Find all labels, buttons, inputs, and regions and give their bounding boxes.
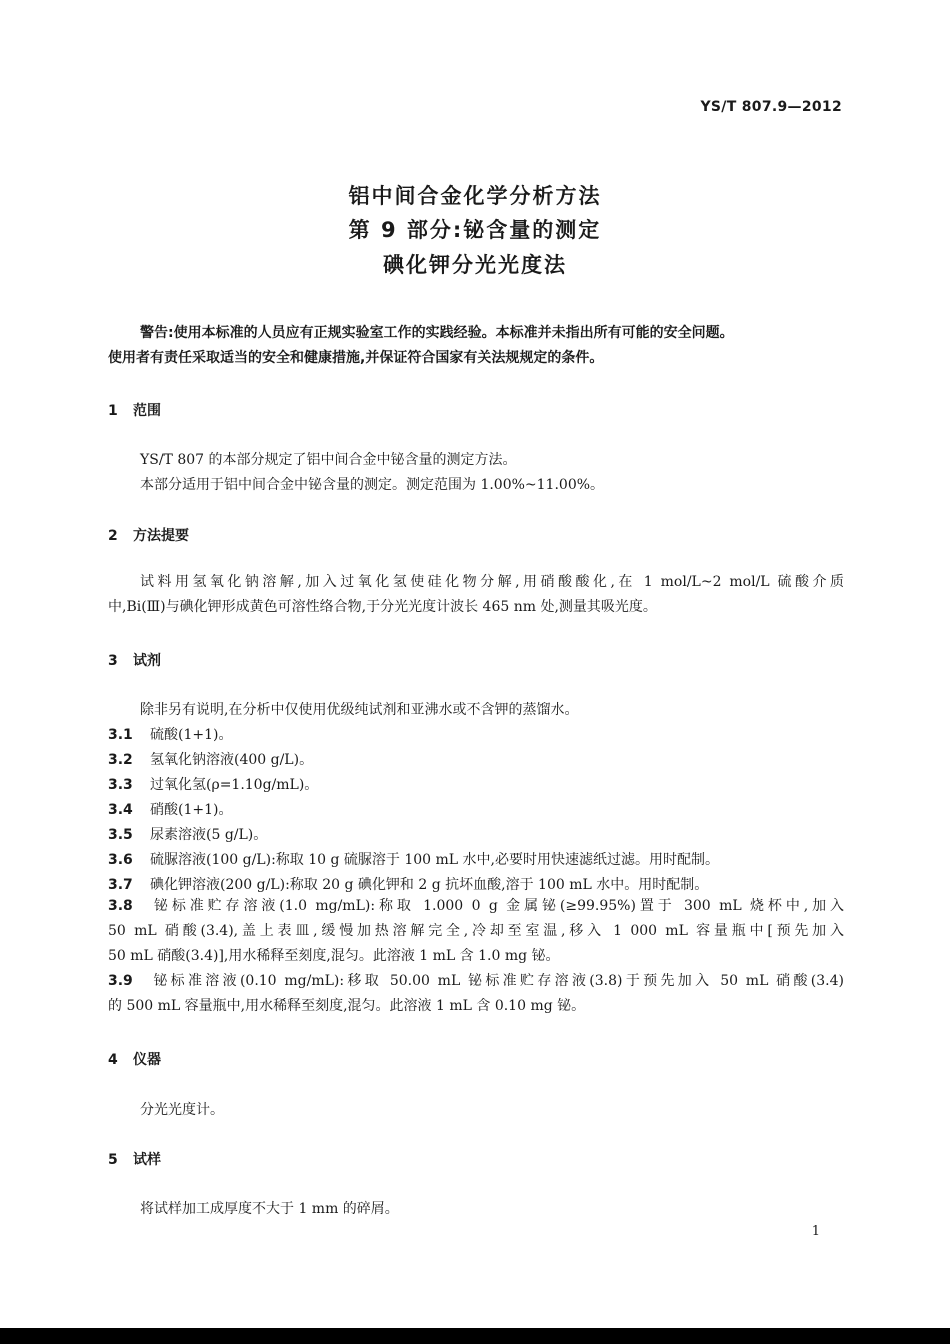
section-1-para-2: 本部分适用于铝中间合金中铋含量的测定。测定范围为 1.00%~11.00%。 [140,477,605,493]
item-number: 3.3 [108,777,133,793]
item-text: 硫脲溶液(100 g/L):称取 10 g 硫脲溶于 100 mL 水中,必要时用快速滤纸过滤。用时配制。 [150,852,720,868]
item-text: 氢氧化钠溶液(400 g/L)。 [150,752,314,768]
section-4-para-1: 分光光度计。 [140,1102,224,1118]
item-text: 尿素溶液(5 g/L)。 [150,827,268,843]
reagent-item-3-2 [108,749,313,769]
section-number: 3 [108,653,118,669]
section-2-heading [108,525,189,545]
section-5-heading [108,1149,161,1169]
item-number: 3.4 [108,802,133,818]
title-line-3: 碘化钾分光光度法 [383,253,567,277]
reagent-item-3-3 [108,774,318,794]
reagent-item-3-1 [108,724,232,744]
section-1-para-1: YS/T 807 的本部分规定了铝中间合金中铋含量的测定方法。 [140,452,517,468]
item-text: 过氧化氢(ρ=1.10g/mL)。 [150,777,319,793]
warning-line-1: 警告:使用本标准的人员应有正规实验室工作的实践经验。本标准并未指出所有可能的安全问题。 [140,325,734,341]
item-text: 硝酸(1+1)。 [150,802,233,818]
section-number: 2 [108,528,118,544]
section-3-intro: 除非另有说明,在分析中仅使用优级纯试剂和亚沸水或不含钾的蒸馏水。 [140,702,579,718]
item-text: 碘化钾溶液(200 g/L):称取 20 g 碘化钾和 2 g 抗坏血酸,溶于 100 mL 水中。用时配制。 [150,877,709,893]
item-number: 3.7 [108,877,133,893]
item-3-8-line-1 [108,894,844,919]
item-number: 3.2 [108,752,133,768]
reagent-item-3-6 [108,849,719,869]
reagent-item-3-5 [108,824,267,844]
item-text: 铋标准贮存溶液(1.0 mg/mL):称取 1.000 0 g 金属铋(≥99.95%)置于 300 mL 烧杯中,加入 [150,898,844,914]
page-number: 1 [811,1224,820,1239]
warning-line-2: 使用者有责任采取适当的安全和健康措施,并保证符合国家有关法规规定的条件。 [108,350,604,366]
title-line-1: 铝中间合金化学分析方法 [348,184,602,208]
section-5-para-1: 将试样加工成厚度不大于 1 mm 的碎屑。 [140,1201,399,1217]
bottom-edge-bar [0,1328,950,1344]
item-number: 3.6 [108,852,133,868]
section-number: 1 [108,403,118,419]
section-1-heading [108,400,161,420]
section-title: 试样 [133,1152,161,1168]
item-3-9-line-1 [108,969,844,994]
title-line-2: 第 9 部分:铋含量的测定 [348,218,602,242]
item-number: 3.9 [108,973,133,989]
item-text: 铋标准溶液(0.10 mg/mL):移取 50.00 mL 铋标准贮存溶液(3.8)于预先加入 50 mL 硝酸(3.4) [150,973,844,989]
item-number: 3.5 [108,827,133,843]
reagent-item-3-4 [108,799,232,819]
item-3-8-line-3: 50 mL 硝酸(3.4)],用水稀释至刻度,混匀。此溶液 1 mL 含 1.0 mg 铋。 [108,948,560,964]
reagent-item-3-8 [108,894,844,969]
section-title: 仪器 [133,1052,161,1068]
item-number: 3.8 [108,898,133,914]
section-3-heading [108,650,161,670]
item-3-9-line-2: 的 500 mL 容量瓶中,用水稀释至刻度,混匀。此溶液 1 mL 含 0.10 mg 铋。 [108,998,586,1014]
section-2-line-1: 试料用氢氧化钠溶解,加入过氧化氢使硅化物分解,用硝酸酸化,在 1 mol/L~2 mol/L 硫酸介质 [140,574,844,590]
section-2-paragraph [108,570,844,620]
section-title: 试剂 [133,653,161,669]
item-number: 3.1 [108,727,133,743]
section-number: 5 [108,1152,118,1168]
reagent-item-3-9 [108,969,844,1019]
warning-paragraph [108,321,844,371]
section-4-heading [108,1049,161,1069]
item-3-8-line-2: 50 mL 硝酸(3.4),盖上表皿,缓慢加热溶解完全,冷却至室温,移入 1 000 mL 容量瓶中[预先加入 [108,923,844,939]
section-title: 方法提要 [133,528,189,544]
item-text: 硫酸(1+1)。 [150,727,233,743]
section-2-line-2: 中,Bi(Ⅲ)与碘化钾形成黄色可溶性络合物,于分光光度计波长 465 nm 处,测量其吸光度。 [108,599,657,615]
section-number: 4 [108,1052,118,1068]
section-title: 范围 [133,403,161,419]
standard-code: YS/T 807.9—2012 [700,99,842,115]
reagent-item-3-7 [108,874,708,894]
